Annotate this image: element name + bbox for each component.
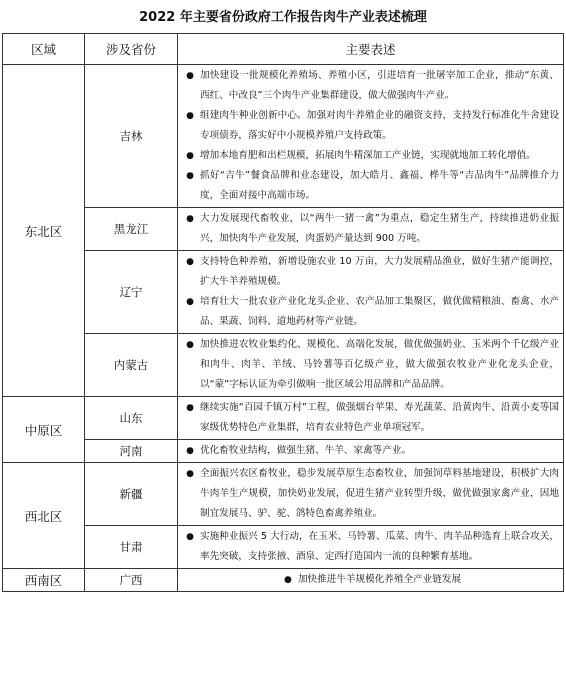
bullet-icon: ● (186, 532, 194, 542)
table-row (3, 208, 564, 251)
statement-text: 加快推进牛羊规模化养殖全产业链发展 (297, 574, 462, 585)
region-cell: 中原区 (3, 397, 85, 463)
statement-text: 继续实施“百园千镇万村”工程，做强烟台苹果、寿光蔬菜、沿黄肉牛、沿黄小麦等国家级优势特色产业集群，培育农业特色产业单项冠军。 (200, 402, 559, 433)
statement-cell (178, 569, 564, 592)
statement-cell (178, 208, 564, 251)
bullet-item (180, 106, 559, 146)
statement-text: 优化畜牧业结构，做强生猪、牛羊、家禽等产业。 (200, 445, 412, 456)
statement-cell (178, 65, 564, 208)
statement-text: 支持特色种养殖，新增设施农业 10 万亩，大力发展精品渔业，做好生猪产能调控，扩大牛羊养殖规模。 (200, 256, 559, 287)
statement-text: 大力发展现代畜牧业，以“两牛一猪一禽”为重点，稳定生猪生产，持续推进奶业振兴，加快肉牛产业发展，肉蛋奶产量达到 900 万吨。 (200, 213, 559, 244)
table-row (3, 397, 564, 440)
statement-text: 培育壮大一批农业产业化龙头企业、农产品加工集聚区，做优做精粮油、畜禽、水产品、果蔬、饲料、道地药材等产业链。 (200, 296, 559, 327)
statements-table (2, 33, 564, 592)
header-provinces: 涉及省份 (85, 34, 178, 65)
region-cell: 西北区 (3, 463, 85, 569)
region-cell: 东北区 (3, 65, 85, 397)
statement-text: 组建肉牛种业创新中心。加强对肉牛养殖企业的融资支持，支持发行标准化牛舍建设专项债券，落实好中小规模养殖户支持政策。 (200, 110, 559, 141)
table-row (3, 463, 564, 526)
document-title: 2022 年主要省份政府工作报告肉牛产业表述梳理 (139, 10, 427, 25)
bullet-icon: ● (186, 111, 194, 121)
statement-cell (178, 397, 564, 440)
bullet-icon: ● (186, 151, 194, 161)
province-cell: 广西 (85, 569, 178, 592)
statement-cell (178, 463, 564, 526)
province-cell: 新疆 (85, 463, 178, 526)
bullet-icon: ● (186, 297, 194, 307)
bullet-icon: ● (284, 575, 292, 585)
table-row (3, 526, 564, 569)
bullet-item (180, 335, 559, 395)
bullet-icon: ● (186, 446, 194, 456)
bullet-item (180, 146, 559, 166)
province-cell: 吉林 (85, 65, 178, 208)
statement-text: 加快建设一批规模化养殖场、养殖小区，引进培育一批屠宰加工企业，推动“东黄、西红、中改良”三个肉牛产业集群建设，做大做强肉牛产业。 (200, 70, 559, 101)
table-row (3, 65, 564, 208)
bullet-item (180, 252, 559, 292)
province-cell: 山东 (85, 397, 178, 440)
table-row (3, 440, 564, 463)
statement-text: 实施种业振兴 5 大行动，在玉米、马铃薯、瓜菜、肉牛、肉羊品种选育上联合攻关，率先突破，支持张掖、酒泉、定西打造国内一流的良种繁育基地。 (200, 531, 559, 562)
province-cell: 河南 (85, 440, 178, 463)
table-header-row (3, 34, 564, 65)
statement-cell (178, 334, 564, 397)
bullet-item (180, 166, 559, 206)
header-region: 区域 (3, 34, 85, 65)
statement-text: 全面振兴农区畜牧业，稳步发展草原生态畜牧业，加强饲草料基地建设，积极扩大肉牛肉羊生产规模，加快奶业发展，促进生猪产业转型升级，做优做强家禽产业，因地制宜发展马、驴、驼、鸽特色畜禽养殖业。 (200, 468, 559, 519)
bullet-item (180, 209, 559, 249)
bullet-icon: ● (186, 257, 194, 267)
bullet-item (180, 464, 559, 524)
bullet-item (180, 292, 559, 332)
table-row (3, 334, 564, 397)
bullet-icon: ● (186, 403, 194, 413)
statement-cell (178, 440, 564, 463)
province-cell: 辽宁 (85, 251, 178, 334)
bullet-item (180, 398, 559, 438)
bullet-item (180, 66, 559, 106)
header-statements: 主要表述 (178, 34, 564, 65)
province-cell: 内蒙古 (85, 334, 178, 397)
bullet-icon: ● (186, 171, 194, 181)
province-cell: 甘肃 (85, 526, 178, 569)
bullet-item (180, 527, 559, 567)
bullet-icon: ● (186, 71, 194, 81)
bullet-icon: ● (186, 340, 194, 350)
statement-text: 抓好“吉牛”餐食品牌和业态建设，加大皓月、鑫福、桦牛等“吉品肉牛”品牌推介力度，全面对接中高端市场。 (200, 170, 559, 201)
statement-text: 加快推进农牧业集约化、规模化、高端化发展，做优做强奶业、玉米两个千亿级产业和肉牛、肉羊、羊绒、马铃薯等百亿级产业，做大做强农牧业产业化龙头企业，以“蒙”字标认证为牵引做响一批区域公用品牌和产品品牌。 (200, 339, 559, 390)
bullet-icon: ● (186, 214, 194, 224)
statement-cell (178, 251, 564, 334)
statement-text: 增加本地育肥和出栏规模，拓展肉牛精深加工产业链，实现就地加工转化增值。 (200, 150, 536, 161)
bullet-item (180, 441, 559, 461)
region-cell: 西南区 (3, 569, 85, 592)
province-cell: 黑龙江 (85, 208, 178, 251)
table-row (3, 569, 564, 592)
bullet-icon: ● (186, 469, 194, 479)
table-row (3, 251, 564, 334)
statement-cell (178, 526, 564, 569)
